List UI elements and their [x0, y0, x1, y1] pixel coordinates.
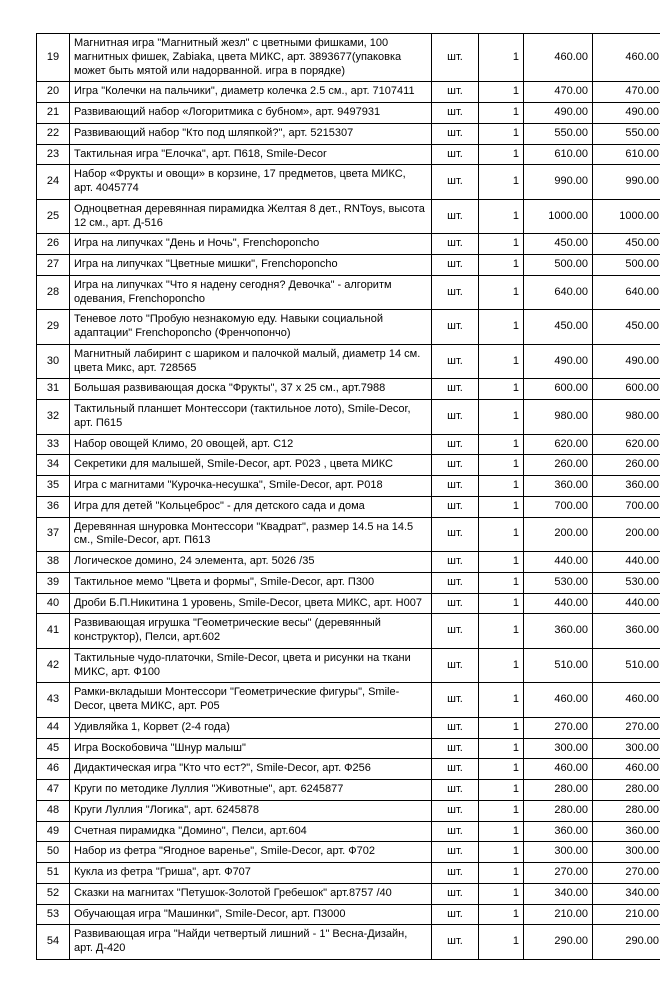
- price-cell: 460.00: [524, 759, 593, 780]
- unit-cell: шт.: [432, 800, 479, 821]
- price-cell: 700.00: [524, 496, 593, 517]
- price-cell: 200.00: [524, 517, 593, 552]
- price-cell: 300.00: [524, 738, 593, 759]
- unit-cell: шт.: [432, 517, 479, 552]
- table-row: [37, 476, 660, 497]
- quantity-cell: 1: [479, 842, 524, 863]
- row-number-cell: 48: [37, 800, 70, 821]
- total-cell: 620.00: [593, 434, 660, 455]
- unit-cell: шт.: [432, 344, 479, 379]
- unit-cell: шт.: [432, 123, 479, 144]
- total-cell: 300.00: [593, 738, 660, 759]
- row-number-cell: 44: [37, 717, 70, 738]
- table-row: [37, 552, 660, 573]
- unit-cell: шт.: [432, 379, 479, 400]
- quantity-cell: 1: [479, 400, 524, 435]
- quantity-cell: 1: [479, 904, 524, 925]
- quantity-cell: 1: [479, 144, 524, 165]
- item-description-cell: Игра Воскобовича "Шнур малыш": [70, 738, 432, 759]
- row-number-cell: 26: [37, 234, 70, 255]
- table-row: [37, 103, 660, 124]
- total-cell: 260.00: [593, 455, 660, 476]
- table-row: [37, 400, 660, 435]
- unit-cell: шт.: [432, 780, 479, 801]
- table-row: [37, 759, 660, 780]
- unit-cell: шт.: [432, 738, 479, 759]
- row-number-cell: 24: [37, 165, 70, 200]
- total-cell: 440.00: [593, 552, 660, 573]
- row-number-cell: 50: [37, 842, 70, 863]
- price-cell: 600.00: [524, 379, 593, 400]
- total-cell: 510.00: [593, 648, 660, 683]
- table-row: [37, 738, 660, 759]
- row-number-cell: 41: [37, 614, 70, 649]
- items-table: [36, 33, 660, 960]
- row-number-cell: 43: [37, 683, 70, 718]
- row-number-cell: 32: [37, 400, 70, 435]
- quantity-cell: 1: [479, 82, 524, 103]
- quantity-cell: 1: [479, 434, 524, 455]
- total-cell: 270.00: [593, 863, 660, 884]
- unit-cell: шт.: [432, 593, 479, 614]
- price-cell: 460.00: [524, 34, 593, 82]
- price-cell: 360.00: [524, 821, 593, 842]
- price-cell: 260.00: [524, 455, 593, 476]
- unit-cell: шт.: [432, 434, 479, 455]
- price-cell: 490.00: [524, 344, 593, 379]
- table-row: [37, 883, 660, 904]
- total-cell: 470.00: [593, 82, 660, 103]
- item-description-cell: Развивающий набор "Кто под шляпкой?", арт. 5215307: [70, 123, 432, 144]
- item-description-cell: Набор «Фрукты и овощи» в корзине, 17 предметов, цвета МИКС, арт. 4045774: [70, 165, 432, 200]
- table-row: [37, 123, 660, 144]
- quantity-cell: 1: [479, 738, 524, 759]
- quantity-cell: 1: [479, 310, 524, 345]
- price-cell: 990.00: [524, 165, 593, 200]
- row-number-cell: 35: [37, 476, 70, 497]
- unit-cell: шт.: [432, 821, 479, 842]
- unit-cell: шт.: [432, 82, 479, 103]
- table-row: [37, 572, 660, 593]
- price-cell: 620.00: [524, 434, 593, 455]
- row-number-cell: 45: [37, 738, 70, 759]
- total-cell: 360.00: [593, 821, 660, 842]
- item-description-cell: Игра для детей "Кольцеброс" - для детского сада и дома: [70, 496, 432, 517]
- unit-cell: шт.: [432, 496, 479, 517]
- row-number-cell: 25: [37, 199, 70, 234]
- price-cell: 530.00: [524, 572, 593, 593]
- price-cell: 450.00: [524, 310, 593, 345]
- table-row: [37, 344, 660, 379]
- quantity-cell: 1: [479, 199, 524, 234]
- item-description-cell: Магнитная игра "Магнитный жезл" с цветными фишками, 100 магнитных фишек, Zabiaka, цвета МИКС, арт. 3893677(упаковка может быть мятой или надорванной. игра в порядке): [70, 34, 432, 82]
- table-row: [37, 925, 660, 960]
- price-cell: 1000.00: [524, 199, 593, 234]
- price-cell: 460.00: [524, 683, 593, 718]
- item-description-cell: Круги Луллия "Логика", арт. 6245878: [70, 800, 432, 821]
- price-cell: 500.00: [524, 255, 593, 276]
- item-description-cell: Магнитный лабиринт с шариком и палочкой малый, диаметр 14 см. цвета Микс, арт. 728565: [70, 344, 432, 379]
- unit-cell: шт.: [432, 842, 479, 863]
- price-cell: 470.00: [524, 82, 593, 103]
- row-number-cell: 19: [37, 34, 70, 82]
- row-number-cell: 46: [37, 759, 70, 780]
- price-cell: 280.00: [524, 800, 593, 821]
- price-cell: 980.00: [524, 400, 593, 435]
- table-row: [37, 683, 660, 718]
- table-row: [37, 717, 660, 738]
- item-description-cell: Игра на липучках "День и Ночь", Frenchoponcho: [70, 234, 432, 255]
- row-number-cell: 42: [37, 648, 70, 683]
- row-number-cell: 21: [37, 103, 70, 124]
- unit-cell: шт.: [432, 759, 479, 780]
- quantity-cell: 1: [479, 683, 524, 718]
- quantity-cell: 1: [479, 165, 524, 200]
- unit-cell: шт.: [432, 400, 479, 435]
- unit-cell: шт.: [432, 165, 479, 200]
- price-cell: 440.00: [524, 593, 593, 614]
- total-cell: 1000.00: [593, 199, 660, 234]
- item-description-cell: Тактильные чудо-платочки, Smile-Decor, цвета и рисунки на ткани МИКС, арт. Ф100: [70, 648, 432, 683]
- quantity-cell: 1: [479, 821, 524, 842]
- quantity-cell: 1: [479, 614, 524, 649]
- quantity-cell: 1: [479, 344, 524, 379]
- row-number-cell: 30: [37, 344, 70, 379]
- table-row: [37, 593, 660, 614]
- table-row: [37, 165, 660, 200]
- unit-cell: шт.: [432, 234, 479, 255]
- table-row: [37, 821, 660, 842]
- table-row: [37, 904, 660, 925]
- row-number-cell: 36: [37, 496, 70, 517]
- item-description-cell: Сказки на магнитах "Петушок-Золотой Гребешок" арт.8757 /40: [70, 883, 432, 904]
- quantity-cell: 1: [479, 925, 524, 960]
- quantity-cell: 1: [479, 496, 524, 517]
- quantity-cell: 1: [479, 517, 524, 552]
- total-cell: 210.00: [593, 904, 660, 925]
- quantity-cell: 1: [479, 648, 524, 683]
- item-description-cell: Набор из фетра "Ягодное варенье", Smile-Decor, арт. Ф702: [70, 842, 432, 863]
- row-number-cell: 20: [37, 82, 70, 103]
- item-description-cell: Логическое домино, 24 элемента, арт. 5026 /35: [70, 552, 432, 573]
- unit-cell: шт.: [432, 34, 479, 82]
- price-cell: 610.00: [524, 144, 593, 165]
- total-cell: 290.00: [593, 925, 660, 960]
- quantity-cell: 1: [479, 234, 524, 255]
- price-cell: 510.00: [524, 648, 593, 683]
- item-description-cell: Игра на липучках "Что я надену сегодня? Девочка" - алгоритм одевания, Frenchoponcho: [70, 275, 432, 310]
- total-cell: 360.00: [593, 476, 660, 497]
- item-description-cell: Набор овощей Климо, 20 овощей, арт. С12: [70, 434, 432, 455]
- unit-cell: шт.: [432, 883, 479, 904]
- unit-cell: шт.: [432, 863, 479, 884]
- price-cell: 300.00: [524, 842, 593, 863]
- row-number-cell: 29: [37, 310, 70, 345]
- row-number-cell: 22: [37, 123, 70, 144]
- item-description-cell: Счетная пирамидка "Домино", Пелси, арт.604: [70, 821, 432, 842]
- row-number-cell: 33: [37, 434, 70, 455]
- quantity-cell: 1: [479, 800, 524, 821]
- price-cell: 450.00: [524, 234, 593, 255]
- total-cell: 440.00: [593, 593, 660, 614]
- table-row: [37, 234, 660, 255]
- quantity-cell: 1: [479, 103, 524, 124]
- item-description-cell: Секретики для малышей, Smile-Decor, арт. Р023 , цвета МИКС: [70, 455, 432, 476]
- total-cell: 980.00: [593, 400, 660, 435]
- item-description-cell: Удивляйка 1, Корвет (2-4 года): [70, 717, 432, 738]
- total-cell: 280.00: [593, 800, 660, 821]
- table-row: [37, 379, 660, 400]
- row-number-cell: 31: [37, 379, 70, 400]
- price-cell: 550.00: [524, 123, 593, 144]
- table-row: [37, 455, 660, 476]
- quantity-cell: 1: [479, 379, 524, 400]
- item-description-cell: Одноцветная деревянная пирамидка Желтая 8 дет., RNToys, высота 12 см., арт. Д-516: [70, 199, 432, 234]
- quantity-cell: 1: [479, 717, 524, 738]
- price-cell: 490.00: [524, 103, 593, 124]
- row-number-cell: 23: [37, 144, 70, 165]
- item-description-cell: Деревянная шнуровка Монтессори "Квадрат", размер 14.5 на 14.5 см., Smile-Decor, арт. П613: [70, 517, 432, 552]
- total-cell: 340.00: [593, 883, 660, 904]
- row-number-cell: 37: [37, 517, 70, 552]
- row-number-cell: 52: [37, 883, 70, 904]
- unit-cell: шт.: [432, 683, 479, 718]
- total-cell: 270.00: [593, 717, 660, 738]
- item-description-cell: Тактильная игра "Елочка", арт. П618, Smile-Decor: [70, 144, 432, 165]
- item-description-cell: Развивающая игра "Найди четвертый лишний - 1" Весна-Дизайн, арт. Д-420: [70, 925, 432, 960]
- unit-cell: шт.: [432, 310, 479, 345]
- unit-cell: шт.: [432, 552, 479, 573]
- row-number-cell: 28: [37, 275, 70, 310]
- total-cell: 460.00: [593, 683, 660, 718]
- total-cell: 460.00: [593, 34, 660, 82]
- table-row: [37, 496, 660, 517]
- unit-cell: шт.: [432, 255, 479, 276]
- item-description-cell: Теневое лото "Пробую незнакомую еду. Навыки социальной адаптации" Frenchoponcho (Френчопончо): [70, 310, 432, 345]
- quantity-cell: 1: [479, 863, 524, 884]
- row-number-cell: 27: [37, 255, 70, 276]
- price-cell: 640.00: [524, 275, 593, 310]
- quantity-cell: 1: [479, 593, 524, 614]
- table-row: [37, 648, 660, 683]
- item-description-cell: Дроби Б.П.Никитина 1 уровень, Smile-Decor, цвета МИКС, арт. Н007: [70, 593, 432, 614]
- item-description-cell: Игра на липучках "Цветные мишки", Frenchoponcho: [70, 255, 432, 276]
- table-row: [37, 614, 660, 649]
- total-cell: 490.00: [593, 103, 660, 124]
- table-row: [37, 82, 660, 103]
- item-description-cell: Круги по методике Луллия "Животные", арт. 6245877: [70, 780, 432, 801]
- item-description-cell: Дидактическая игра "Кто что ест?", Smile-Decor, арт. Ф256: [70, 759, 432, 780]
- quantity-cell: 1: [479, 123, 524, 144]
- row-number-cell: 47: [37, 780, 70, 801]
- price-cell: 280.00: [524, 780, 593, 801]
- unit-cell: шт.: [432, 614, 479, 649]
- table-row: [37, 842, 660, 863]
- items-table-body: [37, 34, 660, 960]
- table-row: [37, 275, 660, 310]
- total-cell: 500.00: [593, 255, 660, 276]
- unit-cell: шт.: [432, 455, 479, 476]
- unit-cell: шт.: [432, 717, 479, 738]
- item-description-cell: Кукла из фетра "Гриша", арт. Ф707: [70, 863, 432, 884]
- table-row: [37, 863, 660, 884]
- row-number-cell: 54: [37, 925, 70, 960]
- price-cell: 210.00: [524, 904, 593, 925]
- total-cell: 450.00: [593, 310, 660, 345]
- item-description-cell: Игра с магнитами "Курочка-несушка", Smile-Decor, арт. Р018: [70, 476, 432, 497]
- unit-cell: шт.: [432, 648, 479, 683]
- price-cell: 360.00: [524, 476, 593, 497]
- table-row: [37, 255, 660, 276]
- total-cell: 490.00: [593, 344, 660, 379]
- quantity-cell: 1: [479, 883, 524, 904]
- table-row: [37, 434, 660, 455]
- price-cell: 440.00: [524, 552, 593, 573]
- item-description-cell: Развивающий набор «Логоритмика с бубном», арт. 9497931: [70, 103, 432, 124]
- total-cell: 450.00: [593, 234, 660, 255]
- price-cell: 360.00: [524, 614, 593, 649]
- total-cell: 610.00: [593, 144, 660, 165]
- price-cell: 270.00: [524, 863, 593, 884]
- total-cell: 640.00: [593, 275, 660, 310]
- unit-cell: шт.: [432, 476, 479, 497]
- price-cell: 340.00: [524, 883, 593, 904]
- table-row: [37, 310, 660, 345]
- unit-cell: шт.: [432, 904, 479, 925]
- quantity-cell: 1: [479, 455, 524, 476]
- quantity-cell: 1: [479, 255, 524, 276]
- quantity-cell: 1: [479, 34, 524, 82]
- unit-cell: шт.: [432, 103, 479, 124]
- row-number-cell: 53: [37, 904, 70, 925]
- row-number-cell: 51: [37, 863, 70, 884]
- item-description-cell: Большая развивающая доска "Фрукты", 37 х 25 см., арт.7988: [70, 379, 432, 400]
- total-cell: 530.00: [593, 572, 660, 593]
- row-number-cell: 38: [37, 552, 70, 573]
- quantity-cell: 1: [479, 759, 524, 780]
- total-cell: 990.00: [593, 165, 660, 200]
- unit-cell: шт.: [432, 199, 479, 234]
- unit-cell: шт.: [432, 275, 479, 310]
- item-description-cell: Игра "Колечки на пальчики", диаметр колечка 2.5 см., арт. 7107411: [70, 82, 432, 103]
- unit-cell: шт.: [432, 925, 479, 960]
- table-row: [37, 34, 660, 82]
- table-row: [37, 144, 660, 165]
- item-description-cell: Обучающая игра "Машинки", Smile-Decor, арт. П3000: [70, 904, 432, 925]
- row-number-cell: 49: [37, 821, 70, 842]
- unit-cell: шт.: [432, 144, 479, 165]
- total-cell: 550.00: [593, 123, 660, 144]
- total-cell: 300.00: [593, 842, 660, 863]
- table-row: [37, 800, 660, 821]
- row-number-cell: 40: [37, 593, 70, 614]
- item-description-cell: Тактильное мемо "Цвета и формы", Smile-Decor, арт. П300: [70, 572, 432, 593]
- total-cell: 700.00: [593, 496, 660, 517]
- item-description-cell: Развивающая игрушка "Геометрические весы" (деревянный конструктор), Пелси, арт.602: [70, 614, 432, 649]
- quantity-cell: 1: [479, 572, 524, 593]
- unit-cell: шт.: [432, 572, 479, 593]
- quantity-cell: 1: [479, 780, 524, 801]
- table-row: [37, 780, 660, 801]
- total-cell: 600.00: [593, 379, 660, 400]
- price-cell: 290.00: [524, 925, 593, 960]
- total-cell: 360.00: [593, 614, 660, 649]
- row-number-cell: 39: [37, 572, 70, 593]
- item-description-cell: Рамки-вкладыши Монтессори "Геометрические фигуры", Smile-Decor, цвета МИКС, арт. Р05: [70, 683, 432, 718]
- total-cell: 200.00: [593, 517, 660, 552]
- table-row: [37, 199, 660, 234]
- total-cell: 280.00: [593, 780, 660, 801]
- row-number-cell: 34: [37, 455, 70, 476]
- quantity-cell: 1: [479, 476, 524, 497]
- item-description-cell: Тактильный планшет Монтессори (тактильное лото), Smile-Decor, арт. П615: [70, 400, 432, 435]
- price-cell: 270.00: [524, 717, 593, 738]
- total-cell: 460.00: [593, 759, 660, 780]
- quantity-cell: 1: [479, 552, 524, 573]
- quantity-cell: 1: [479, 275, 524, 310]
- table-row: [37, 517, 660, 552]
